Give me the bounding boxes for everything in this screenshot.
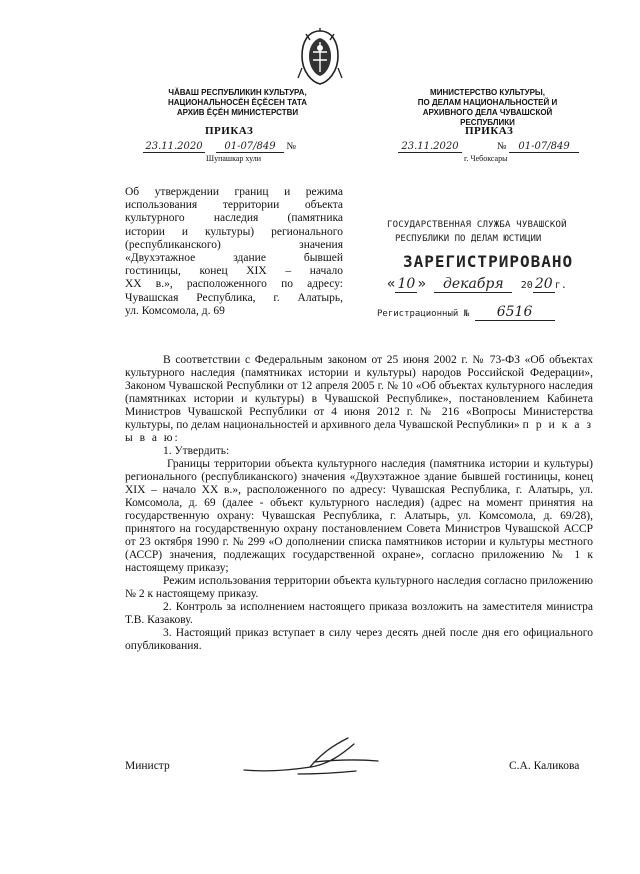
stamp-date: « 10 » декабря 20 20 г.: [387, 276, 567, 292]
subject-line: культурного наследия (памятника: [125, 212, 343, 225]
handwritten-signature: [236, 734, 386, 784]
body-paragraph: 3. Настоящий приказ вступает в силу через десять дней после дня его официального опубликования.: [125, 627, 593, 652]
left-place: Шупашкар хули: [206, 154, 261, 163]
left-date: 23.11.2020: [143, 141, 205, 153]
subject-line: истории и культуры) регионального: [125, 225, 343, 238]
subject-line: (республиканского) значения: [125, 238, 343, 251]
body-paragraph: Режим использования территории объекта культурного наследия согласно приложению № 2 к настоящему приказу.: [125, 575, 593, 600]
left-date-line: [143, 141, 296, 153]
subject-line: использования территории объекта: [125, 199, 343, 212]
subject-line: «Двухэтажное здание бывшей: [125, 252, 343, 265]
signatory-name: С.А. Каликова: [509, 760, 580, 772]
stamp-year-suffix: 20: [533, 276, 555, 293]
body-paragraph: Границы территории объекта культурного наследия (памятника истории и культуры) регионального (республиканского) значения «Двухэтажное здание бывшей гостиницы, конец XIX – начало XX в.», расположенного по адресу: Чувашская Республика, г. Алатырь, ул. Комсомола, д. 69 (далее - объект культурного наследия) (адрес на момент принятия на государственную охрану: Чувашская Республика, г. Алатырь, ул. Комсомола, д. 69/28), принятого на государственную охрану постановлением Совета Министров Чувашской АССР от 23 октября 1990 г. № 299 «О дополнении списка памятников истории и культуры местного (АССР) значения, подлежащих государственной охране», согласно приложению № 1 к настоящему приказу;: [125, 458, 593, 574]
stamp-line: ГОСУДАРСТВЕННАЯ СЛУЖБА ЧУВАШСКОЙ: [387, 220, 567, 230]
order-body: [125, 354, 593, 653]
body-preamble: В соответствии с Федеральным законом от 25 июня 2002 г. № 73-ФЗ «Об объектах культурного наследия (памятниках истории и культуры) народов Российской Федерации», Законом Чувашской Республики от 12 апреля 2005 г. № 10 «Об объектах культурного наследия (памятниках истории и культуры) в Чувашской Республике», постановлением Кабинета Министров Чувашской Республики от 4 июня 2012 г. № 216 «Вопросы Министерства культуры, по делам национальностей и архивного дела Чувашской Республики»: [125, 354, 593, 431]
right-place: г. Чебоксары: [464, 154, 508, 163]
body-action: п р и к а з ы в а ю:: [125, 419, 593, 444]
subject-line: гостиницы, конец XIX – начало: [125, 265, 343, 278]
registration-stamp: [377, 214, 592, 324]
left-number: 01-07/849: [216, 141, 284, 153]
subject-line: ул. Комсомола, д. 69: [125, 304, 225, 317]
stamp-month: декабря: [434, 276, 512, 293]
body-paragraph: 1. Утвердить:: [163, 445, 230, 457]
right-number-sign: №: [497, 141, 507, 152]
stamp-reg-line: [377, 304, 592, 321]
left-org-line: ЧĂВАШ РЕСПУБЛИКИН КУЛЬТУРА,: [168, 88, 307, 97]
right-org-name: [395, 88, 580, 128]
right-org-line: ПО ДЕЛАМ НАЦИОНАЛЬНОСТЕЙ И: [417, 98, 558, 107]
right-org-line: АРХИВНОГО ДЕЛА ЧУВАШСКОЙ РЕСПУБЛИКИ: [422, 108, 553, 127]
left-org-name: [150, 88, 325, 118]
subject-line: Об утверждении границ и режима: [125, 186, 343, 198]
stamp-reg-number: 6516: [475, 304, 555, 321]
right-date: 23.11.2020: [398, 141, 462, 153]
stamp-registered: ЗАРЕГИСТРИРОВАНО: [403, 252, 574, 271]
right-number: 01-07/849: [509, 141, 579, 153]
right-org-line: МИНИСТЕРСТВО КУЛЬТУРЫ,: [430, 88, 545, 97]
order-subject: [125, 186, 343, 318]
right-date-line: [398, 141, 579, 153]
chuvash-emblem-icon: [296, 28, 344, 86]
stamp-line: РЕСПУБЛИКИ ПО ДЕЛАМ ЮСТИЦИИ: [395, 234, 542, 244]
stamp-day: 10: [395, 276, 417, 293]
right-order-title: ПРИКАЗ: [465, 125, 514, 137]
subject-line: Чувашская Республика, г. Алатырь,: [125, 291, 343, 304]
body-paragraph: [125, 354, 593, 445]
left-order-title: ПРИКАЗ: [205, 125, 254, 137]
stamp-year-prefix: 20: [520, 280, 533, 291]
body-paragraph: 2. Контроль за исполнением настоящего приказа возложить на заместителя министра Т.В. Казакову.: [125, 601, 593, 626]
left-number-sign: №: [286, 141, 297, 152]
stamp-reg-label: Регистрационный №: [377, 309, 470, 319]
subject-line: XX в.», расположенного по адресу:: [125, 278, 343, 291]
signatory-position: Министр: [125, 760, 170, 772]
stamp-year-unit: г.: [554, 280, 567, 291]
left-org-line: НАЦИОНАЛЬНОСĔН ĔÇĔСЕН ТАТА: [168, 98, 307, 107]
left-org-line: АРХИВ ĔÇĔН МИНИСТЕРСТВИ: [176, 108, 299, 117]
